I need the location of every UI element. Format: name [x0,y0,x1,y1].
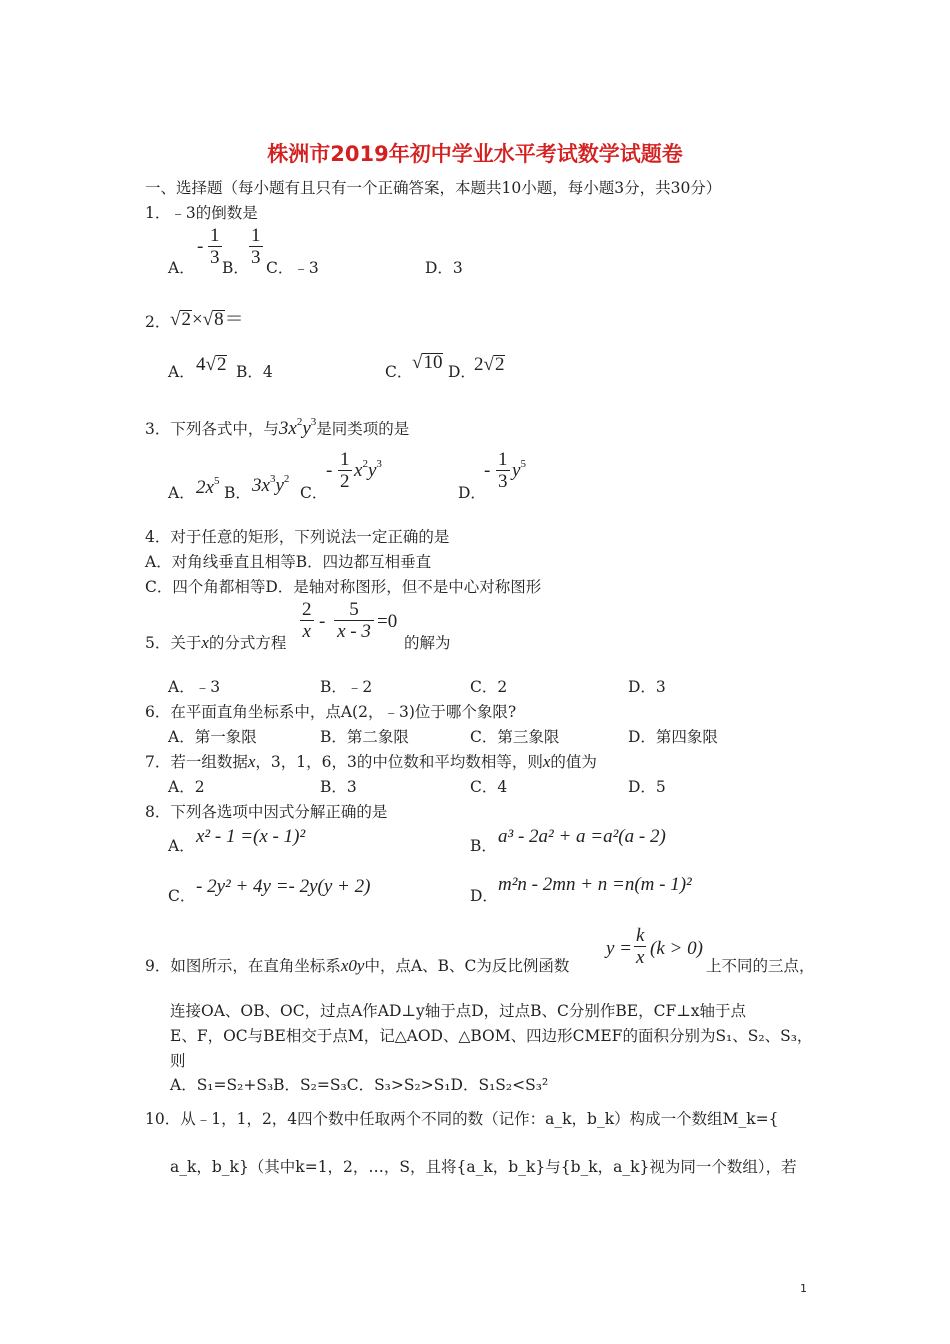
q5-equals-zero: =0 [377,611,398,632]
q2-c-label: C． [385,363,413,381]
q5-stem: 5．关于x的分式方程 [145,633,287,652]
page-number: 1 [800,1282,807,1295]
q2-d-expr: 2√2 [474,354,505,375]
q2-a-expr: 4√2 [196,354,227,375]
q5-option-c: C．2 [470,678,508,696]
q9-function-fraction: $\frac{k}{x}$ [636,925,645,968]
q3-c-label: C． [300,484,328,502]
q2-number: 2． [145,313,171,331]
q1-a-label: A． [168,259,195,277]
q1-a-sign: - [197,236,204,257]
q6-stem: 6．在平面直角坐标系中，点A(2，﹣3)位于哪个象限? [145,703,517,721]
q3-b-expr: $3x^3y^2$ [252,473,290,496]
q8-b-label: B． [470,837,497,855]
q3-stem: 3．下列各式中，与$3x^2y^3$是同类项的是 [145,416,410,439]
section-heading: 一、选择题（每小题有且只有一个正确答案，本题共10小题，每小题3分，共30分） [145,179,722,197]
q5-option-a: A．﹣3 [168,678,221,696]
q9-stem-end: 上不同的三点， [706,957,815,975]
q8-a-label: A． [168,837,195,855]
q9-line-4: 则 [170,1052,186,1070]
q7-option-c: C．4 [470,778,508,796]
q3-d-vars: $y^5$ [512,458,526,481]
q8-b-expr: a³ - 2a² + a =a²(a - 2) [498,826,666,847]
q2-d-label: D． [448,363,476,381]
q5-stem-end: 的解为 [404,634,451,652]
q6-option-d: D．第四象限 [628,728,718,746]
q9-stem: 9．如图所示，在直角坐标系x0y中，点A、B、C为反比例函数 [145,956,570,975]
q5-fraction-2: $\frac{5}{x - 3}$ [334,600,374,643]
q7-option-d: D．5 [628,778,666,796]
q2-a-label: A． [168,363,195,381]
q4-options-ab: A．对角线垂直且相等B．四边都互相垂直 [145,553,432,571]
q5-option-d: D．3 [628,678,666,696]
q7-option-b: B．3 [320,778,357,796]
q7-stem: 7．若一组数据x，3，1，6，3的中位数和平均数相等，则x的值为 [145,752,597,771]
q5-option-b: B．﹣2 [320,678,373,696]
q1-b-fraction: $\frac{1}{3}$ [251,225,261,268]
q8-c-expr: - 2y² + 4y =- 2y(y + 2) [196,876,371,897]
q1-a-fraction: $\frac{1}{3}$ [210,225,220,268]
q10-line-1: 10．从﹣1，1，2，4四个数中任取两个不同的数（记作：a_k，b_k）构成一个数组M_k={ [145,1110,779,1128]
q4-stem: 4．对于任意的矩形，下列说法一定正确的是 [145,528,450,546]
q4-options-cd: C．四个角都相等D．是轴对称图形，但不是中心对称图形 [145,578,542,596]
q7-option-a: A．2 [168,778,205,796]
q6-option-b: B．第二象限 [320,728,409,746]
q8-d-expr: m²n - 2mn + n =n(m - 1)² [498,874,692,895]
q3-c-vars: $x^2y^3$ [354,458,382,481]
q10-line-2: a_k，b_k}（其中k=1，2，…，S，且将{a_k，b_k}与{b_k，a_k}视为同一个数组），若 [170,1158,797,1176]
q9-line-2: 连接OA、OB、OC，过点A作AD⊥y轴于点D，过点B、C分别作BE，CF⊥x轴于点 [170,1002,747,1020]
q8-a-expr: x² - 1 =(x - 1)² [196,826,306,847]
q6-option-c: C．第三象限 [470,728,560,746]
q2-b: B．4 [236,363,273,381]
q3-d-sign: - [484,460,491,481]
q5-fraction-1: $\frac{2}{x}$ [302,599,312,642]
q8-d-label: D． [470,887,498,905]
q3-a-label: A． [168,484,195,502]
q1-d: D．3 [425,259,463,277]
q8-stem: 8．下列各选项中因式分解正确的是 [145,803,388,821]
q9-options: A．S₁=S₂+S₃B．S₂=S₃C．S₃>S₂>S₁D．S₁S₂<S₃² [170,1076,549,1094]
q5-minus: - [319,611,326,632]
q3-c-sign: - [326,460,333,481]
q9-function-condition: (k > 0) [650,938,703,959]
q1-c: C．﹣3 [266,259,319,277]
q9-line-3: E、F，OC与BE相交于点M，记△AOD、△BOM、四边形CMEF的面积分别为S₁、S₂、S₃， [170,1027,813,1045]
q8-c-label: C． [168,887,196,905]
q3-a-expr: $2x^5$ [196,475,220,498]
page-title: 株洲市2019年初中学业水平考试数学试题卷 [267,142,683,166]
q2-c-expr: √10 [412,352,443,373]
q2-expression: √2×√8＝ [170,309,244,330]
q3-b-label: B． [224,484,251,502]
q1-b-label: B． [222,259,249,277]
q9-function-y: y = [606,938,633,959]
q3-d-fraction: $\frac{1}{3}$ [498,449,508,492]
q3-c-fraction: $\frac{1}{2}$ [340,449,350,492]
q3-d-label: D． [458,484,486,502]
q6-option-a: A．第一象限 [168,728,257,746]
q1-stem: 1．﹣3的倒数是 [145,204,258,222]
